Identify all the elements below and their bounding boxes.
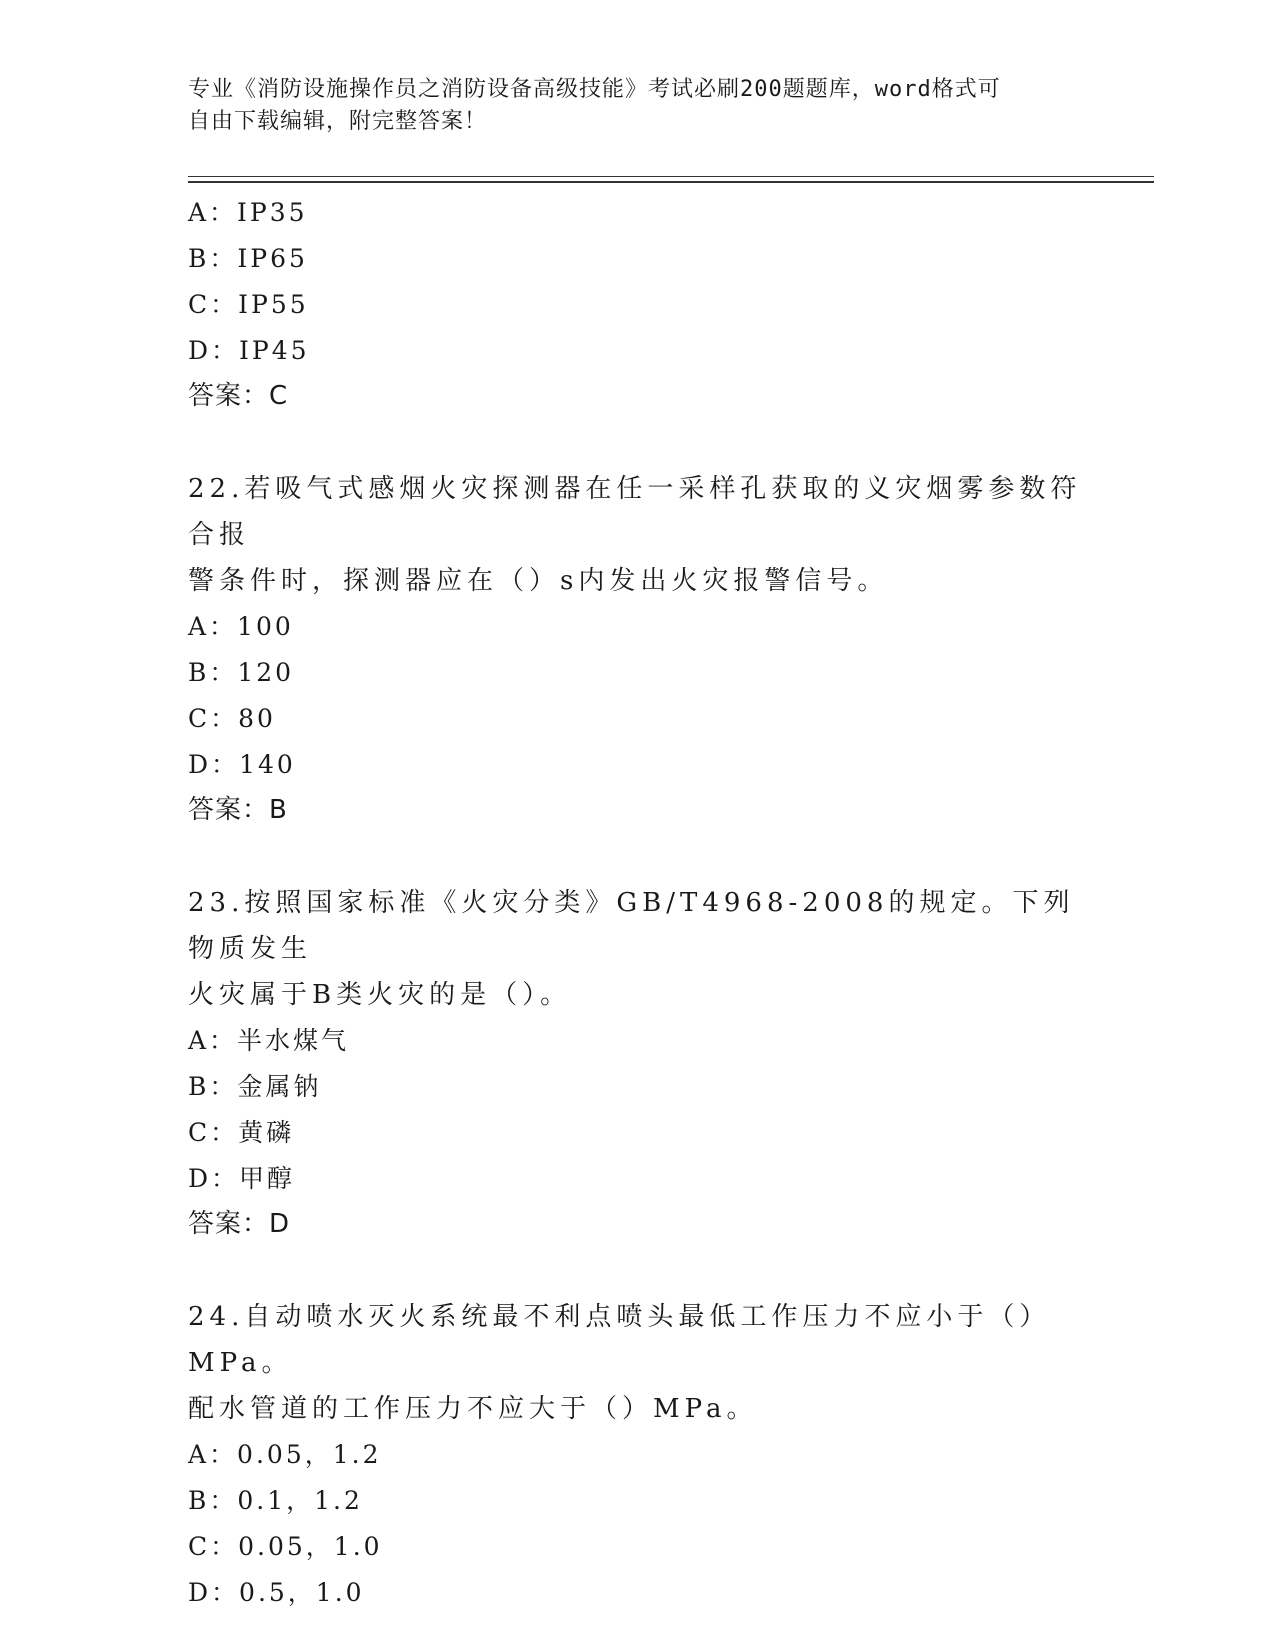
option-d: D：140 — [188, 750, 296, 779]
stem-line-2: 警条件时，探测器应在（）s内发出火灾报警信号。 — [188, 566, 889, 596]
option-c: C：0.05，1.0 — [188, 1532, 383, 1561]
answer-line: 答案：C — [188, 381, 289, 411]
option-a: A：IP35 — [188, 198, 308, 227]
option-d: D：0.5，1.0 — [188, 1578, 365, 1607]
option-a: A：100 — [188, 612, 294, 641]
question-22 — [188, 466, 1088, 832]
spacer — [188, 418, 1088, 466]
header-divider-thick — [188, 181, 1154, 183]
answer-line: 答案：B — [188, 795, 288, 825]
question-23 — [188, 880, 1088, 1246]
stem-line-1: 23.按照国家标准《火灾分类》GB/T4968-2008的规定。下列物质发生 — [188, 888, 1075, 964]
option-a: A：半水煤气 — [188, 1026, 350, 1055]
document-header — [188, 74, 1068, 138]
option-b: B：IP65 — [188, 244, 308, 273]
stem-line-1: 22.若吸气式感烟火灾探测器在任一采样孔获取的义灾烟雾参数符合报 — [188, 474, 1082, 550]
option-d: D：甲醇 — [188, 1164, 296, 1193]
option-a: A：0.05，1.2 — [188, 1440, 382, 1469]
answer-line: 答案：D — [188, 1209, 291, 1239]
question-stem — [188, 1294, 1088, 1432]
question-stem — [188, 466, 1088, 604]
option-c: C：黄磷 — [188, 1118, 295, 1147]
spacer — [188, 1246, 1088, 1294]
option-b: B：金属钠 — [188, 1072, 322, 1101]
stem-line-2: 火灾属于B类火灾的是（）。 — [188, 980, 572, 1010]
option-c: C：IP55 — [188, 290, 309, 319]
stem-line-1: 24.自动喷水灭火系统最不利点喷头最低工作压力不应小于（）MPa。 — [188, 1302, 1051, 1378]
header-divider-thin — [188, 176, 1154, 177]
spacer — [188, 832, 1088, 880]
option-d: D：IP45 — [188, 336, 310, 365]
option-c: C：80 — [188, 704, 276, 733]
question-list — [188, 190, 1088, 1616]
question-stem — [188, 880, 1088, 1018]
question-24 — [188, 1294, 1088, 1616]
stem-line-2: 配水管道的工作压力不应大于（）MPa。 — [188, 1394, 758, 1424]
header-line-2: 自由下载编辑，附完整答案！ — [188, 109, 488, 134]
question-21 — [188, 190, 1088, 418]
header-line-1: 专业《消防设施操作员之消防设备高级技能》考试必刷200题题库，word格式可 — [188, 77, 1001, 102]
option-b: B：120 — [188, 658, 295, 687]
option-b: B：0.1，1.2 — [188, 1486, 363, 1515]
